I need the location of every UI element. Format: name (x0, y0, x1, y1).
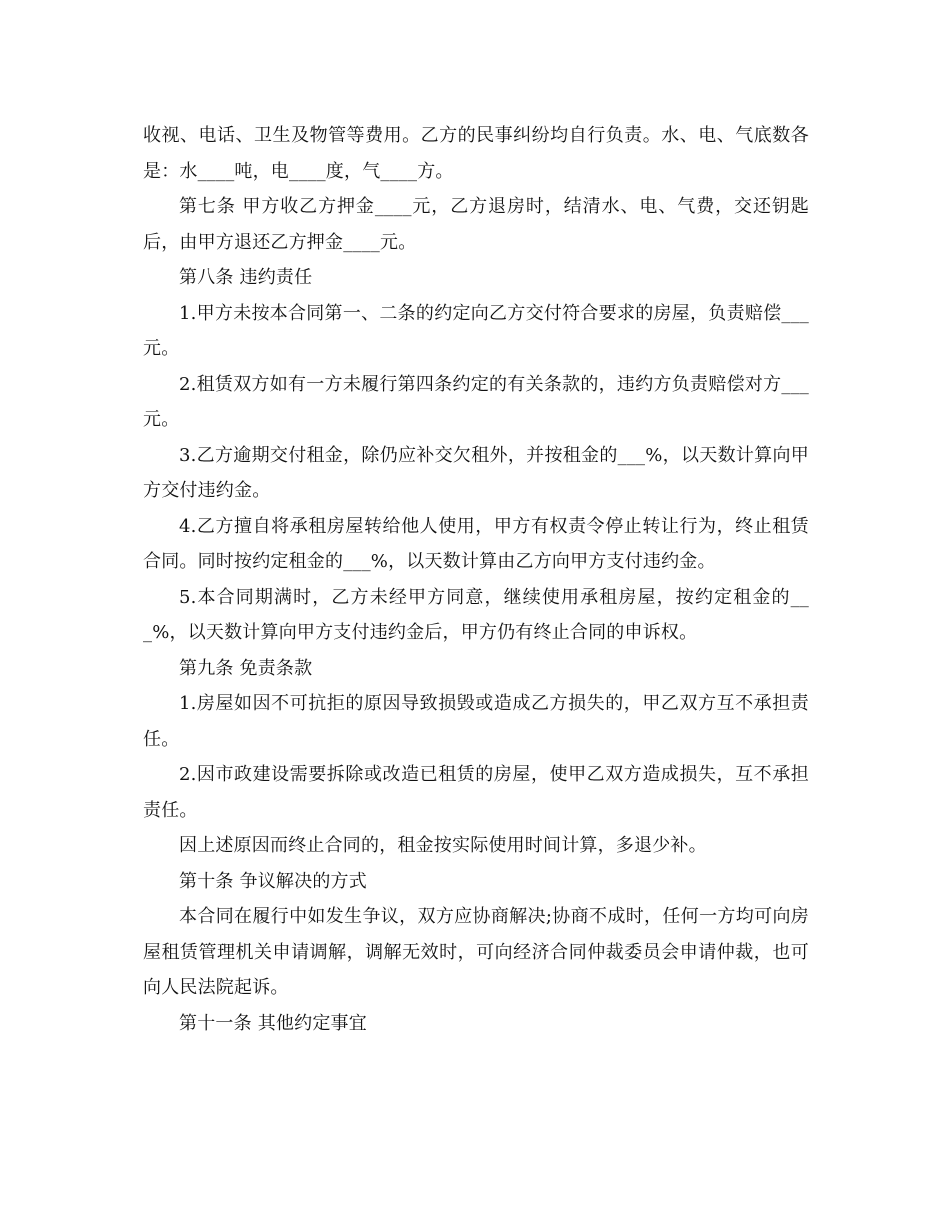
heading-article-8-liability: 第八条 违约责任 (179, 267, 313, 288)
heading-article-9-exemption: 第九条 免责条款 (179, 657, 313, 679)
paragraph-article-8-item-5: 5.本合同期满时，乙方未经甲方同意，继续使用承租房屋，按约定租金的___%，以天数计算向甲方支付违约金后，甲方仍有终止合同的申诉权。 (143, 586, 809, 643)
paragraph-article-9-item-2: 2.因市政建设需要拆除或改造已租赁的房屋，使甲乙双方造成损失，互不承担责任。 (143, 764, 809, 821)
heading-article-11-other-matters: 第十一条 其他约定事宜 (179, 1012, 367, 1034)
paragraph-article-8-item-1: 1.甲方未按本合同第一、二条的约定向乙方交付符合要求的房屋，负责赔偿___元。 (143, 302, 809, 359)
paragraph-article-9-rent-settlement: 因上述原因而终止合同的，租金按实际使用时间计算，多退少补。 (179, 835, 707, 856)
paragraph-article-8-item-4: 4.乙方擅自将承租房屋转给他人使用，甲方有权责令停止转让行为，终止租赁合同。同时按约定租金的___%，以天数计算由乙方向甲方支付违约金。 (143, 515, 809, 572)
paragraph-article-9-item-1: 1.房屋如因不可抗拒的原因导致损毁或造成乙方损失的，甲乙双方互不承担责任。 (143, 693, 809, 750)
document-body (143, 118, 809, 1041)
paragraph-article-10-dispute-resolution: 本合同在履行中如发生争议，双方应协商解决;协商不成时，任何一方均可向房屋租赁管理机关申请调解，调解无效时，可向经济合同仲裁委员会申请仲裁，也可向人民法院起诉。 (143, 906, 809, 998)
paragraph-article-7-deposit: 第七条 甲方收乙方押金____元，乙方退房时，结清水、电、气费，交还钥匙后，由甲方退还乙方押金____元。 (143, 196, 809, 253)
heading-article-10-dispute: 第十条 争议解决的方式 (179, 870, 367, 892)
paragraph-fees-and-meter-readings: 收视、电话、卫生及物管等费用。乙方的民事纠纷均自行负责。水、电、气底数各是：水____吨，电____度，气____方。 (143, 125, 809, 182)
paragraph-article-8-item-2: 2.租赁双方如有一方未履行第四条约定的有关条款的，违约方负责赔偿对方___元。 (143, 373, 809, 430)
paragraph-article-8-item-3: 3.乙方逾期交付租金，除仍应补交欠租外，并按租金的___%，以天数计算向甲方交付违约金。 (143, 444, 809, 501)
